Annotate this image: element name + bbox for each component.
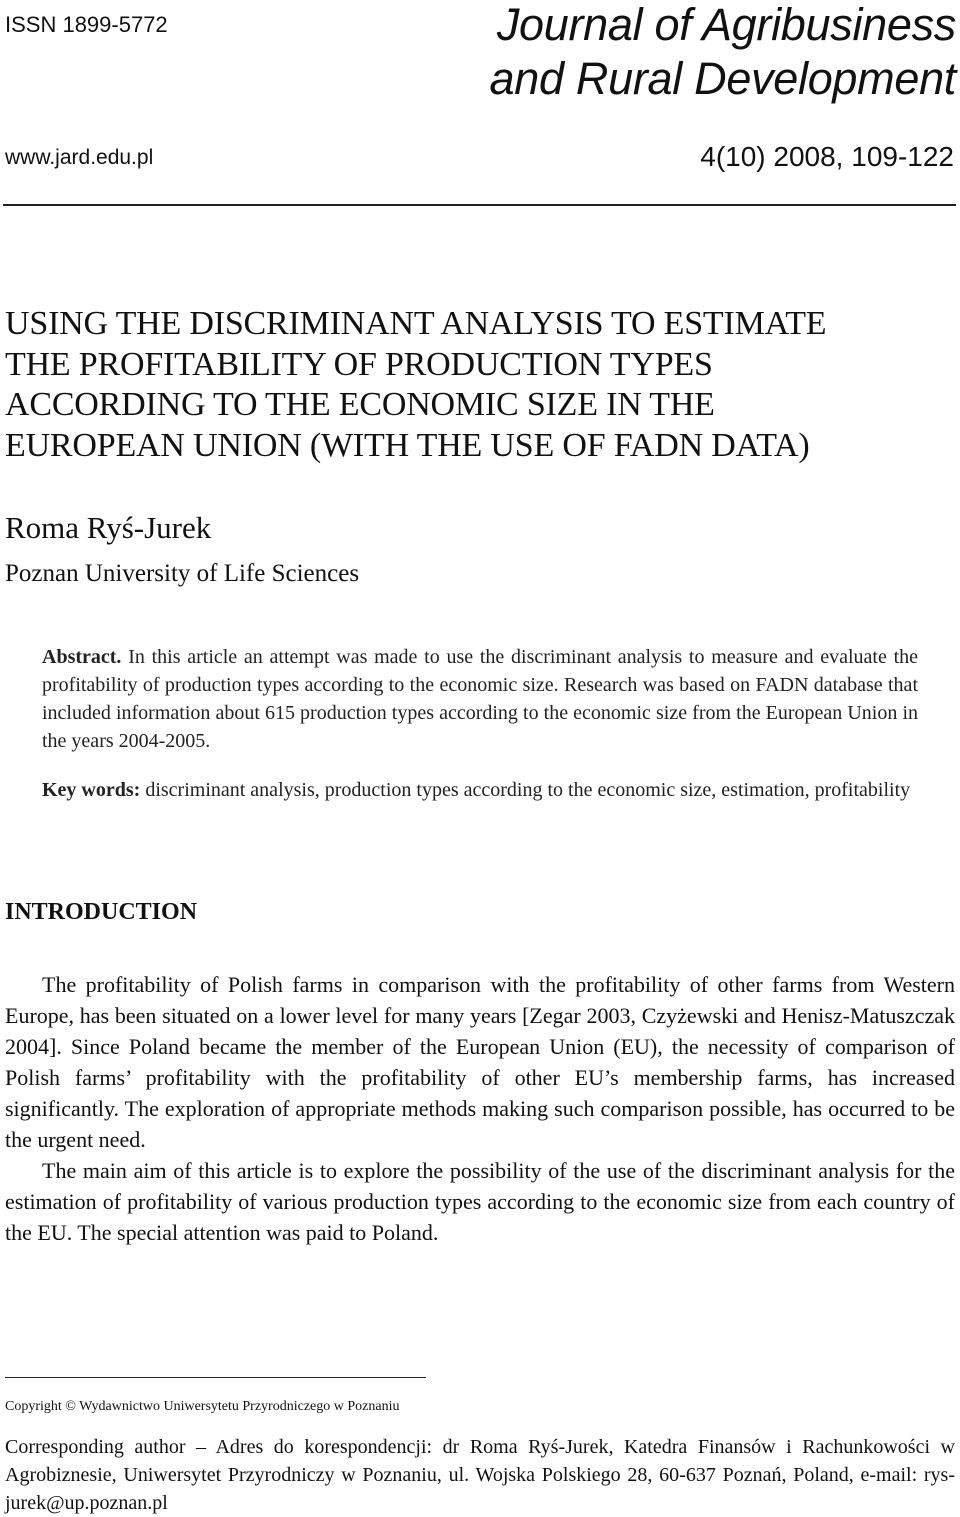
- corresponding-author-note: Corresponding author – Adres do korespondencji: dr Roma Ryś-Jurek, Katedra Finansów i Rachunkowości w Agrobiznesie, Uniwersytet Przyrodniczy w Poznaniu, ul. Wojska Polskiego 28, 60-637 Poznań, Poland, e-mail: rys-jurek@up.poznan.pl: [5, 1436, 955, 1514]
- author-name: Roma Ryś-Jurek: [5, 510, 212, 545]
- introduction-body: [5, 969, 955, 1248]
- abstract-text: In this article an attempt was made to use the discriminant analysis to measure and evaluate the profitability of production types according to the economic size. Research was based on FADN database that included information about 615 production types according to the economic size from the European Union in the years 2004-2005.: [42, 646, 918, 752]
- article-title-line: EUROPEAN UNION (WITH THE USE OF FADN DATA): [5, 426, 810, 464]
- keywords-text: discriminant analysis, production types according to the economic size, estimation, profitability: [145, 779, 911, 801]
- article-title: [5, 304, 955, 466]
- body-paragraph: The profitability of Polish farms in comparison with the profitability of other farms from Western Europe, has been situated on a lower level for many years [Zegar 2003, Czyżewski and Henisz-Matuszczak 2004]. Since Poland became the member of the European Union (EU), the necessity of comparison of Polish farms’ profitability with the profitability of other EU’s membership farms, has increased significantly. The exploration of appropriate methods making such comparison possible, has occurred to be the urgent need.: [5, 972, 955, 1152]
- article-title-line: THE PROFITABILITY OF PRODUCTION TYPES: [5, 345, 713, 383]
- journal-website-link[interactable]: www.jard.edu.pl: [5, 146, 154, 169]
- keywords: [42, 776, 918, 804]
- section-heading-introduction: INTRODUCTION: [5, 899, 198, 925]
- issue-info: 4(10) 2008, 109-122: [700, 141, 954, 172]
- header-divider: [3, 204, 956, 206]
- article-title-line: ACCORDING TO THE ECONOMIC SIZE IN THE: [5, 386, 715, 423]
- copyright-notice: Copyright © Wydawnictwo Uniwersytetu Przyrodniczego w Poznaniu: [5, 1399, 400, 1414]
- footnote-divider: [5, 1377, 426, 1378]
- journal-title: [490, 0, 956, 106]
- author-affiliation: Poznan University of Life Sciences: [5, 560, 360, 587]
- keywords-label: Key words:: [42, 779, 141, 801]
- issn: ISSN 1899-5772: [5, 12, 168, 37]
- abstract: [42, 643, 918, 755]
- article-title-line: USING THE DISCRIMINANT ANALYSIS TO ESTIMATE: [5, 305, 827, 342]
- abstract-label: Abstract.: [42, 646, 122, 668]
- journal-title-line2: and Rural Development: [489, 53, 956, 104]
- body-paragraph: The main aim of this article is to explore the possibility of the use of the discriminant analysis for the estimation of profitability of various production types according to the economic size from each country of the EU. The special attention was paid to Poland.: [5, 1158, 955, 1245]
- journal-title-line1: Journal of Agribusiness: [496, 0, 956, 50]
